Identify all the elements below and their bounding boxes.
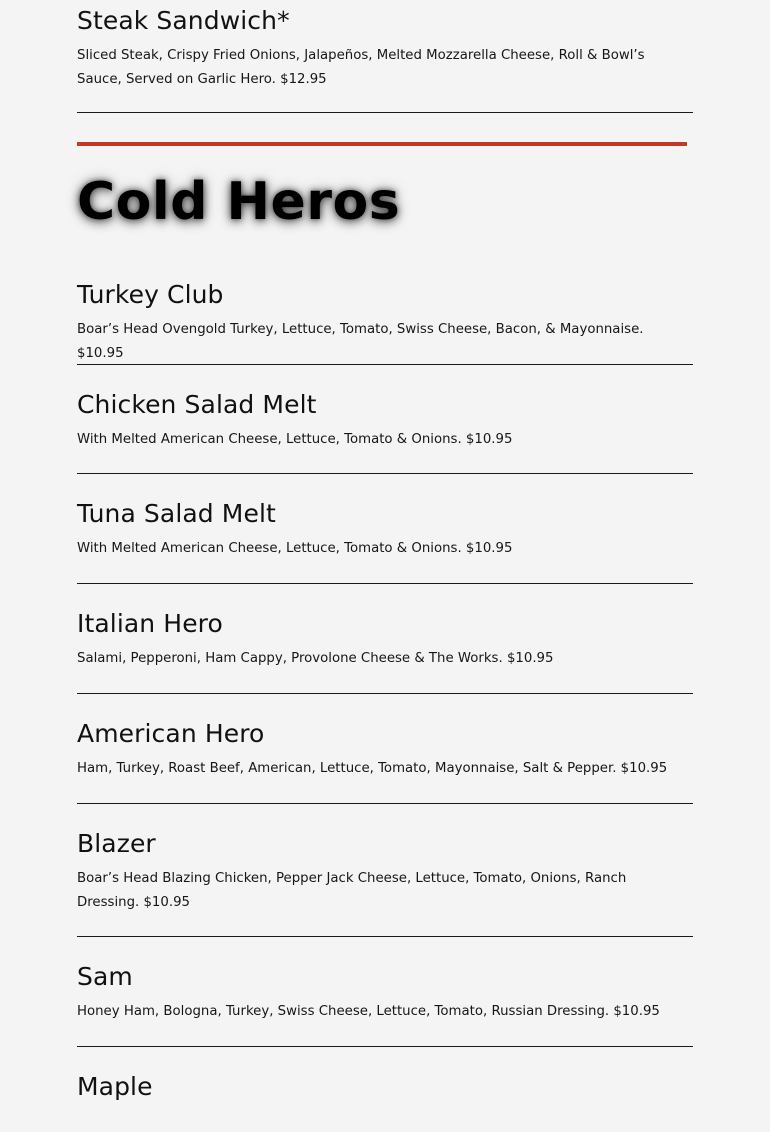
menu-item-title: Turkey Club bbox=[77, 280, 224, 309]
menu-item-title: Maple bbox=[77, 1072, 153, 1101]
menu-item-description: Honey Ham, Bologna, Turkey, Swiss Cheese, Lettuce, Tomato, Russian Dressing. $10.95 bbox=[77, 1004, 660, 1019]
menu-item-title: American Hero bbox=[77, 719, 265, 748]
menu-item-description: Sliced Steak, Crispy Fried Onions, Jalapeños, Melted Mozzarella Cheese, Roll & Bowl’s Sauce, Served on Garlic Hero. $12.95 bbox=[77, 48, 645, 87]
menu-item-blazer bbox=[77, 829, 693, 937]
menu-item-description: With Melted American Cheese, Lettuce, Tomato & Onions. $10.95 bbox=[77, 541, 513, 556]
menu-item-title: Steak Sandwich* bbox=[77, 6, 290, 35]
menu-item-steak-sandwich bbox=[77, 0, 693, 113]
menu-item-description: Boar’s Head Blazing Chicken, Pepper Jack Cheese, Lettuce, Tomato, Onions, Ranch Dressing. $10.95 bbox=[77, 871, 627, 910]
menu-item-title: Italian Hero bbox=[77, 609, 223, 638]
menu-item-description: With Melted American Cheese, Lettuce, Tomato & Onions. $10.95 bbox=[77, 432, 513, 447]
menu-item-title: Chicken Salad Melt bbox=[77, 390, 317, 419]
menu-item-description: Salami, Pepperoni, Ham Cappy, Provolone Cheese & The Works. $10.95 bbox=[77, 651, 554, 666]
menu-item-title: Blazer bbox=[77, 829, 156, 858]
menu-item-italian-hero bbox=[77, 609, 693, 694]
menu-item-maple bbox=[77, 1072, 693, 1132]
menu-item-description: Ham, Turkey, Roast Beef, American, Lettuce, Tomato, Mayonnaise, Salt & Pepper. $10.95 bbox=[77, 761, 668, 776]
menu-item-title: Sam bbox=[77, 962, 133, 991]
menu-item-sam bbox=[77, 962, 693, 1047]
menu-item-title: Tuna Salad Melt bbox=[77, 499, 276, 528]
section-title: Cold Heros bbox=[77, 172, 401, 232]
menu-item-american-hero bbox=[77, 719, 693, 804]
section-divider bbox=[77, 142, 687, 146]
menu-item-turkey-club bbox=[77, 280, 693, 365]
menu-item-description: Boar’s Head Ovengold Turkey, Lettuce, Tomato, Swiss Cheese, Bacon, & Mayonnaise. $10.95 bbox=[77, 322, 644, 361]
menu-item-chicken-salad-melt bbox=[77, 390, 693, 474]
menu-item-tuna-salad-melt bbox=[77, 499, 693, 584]
